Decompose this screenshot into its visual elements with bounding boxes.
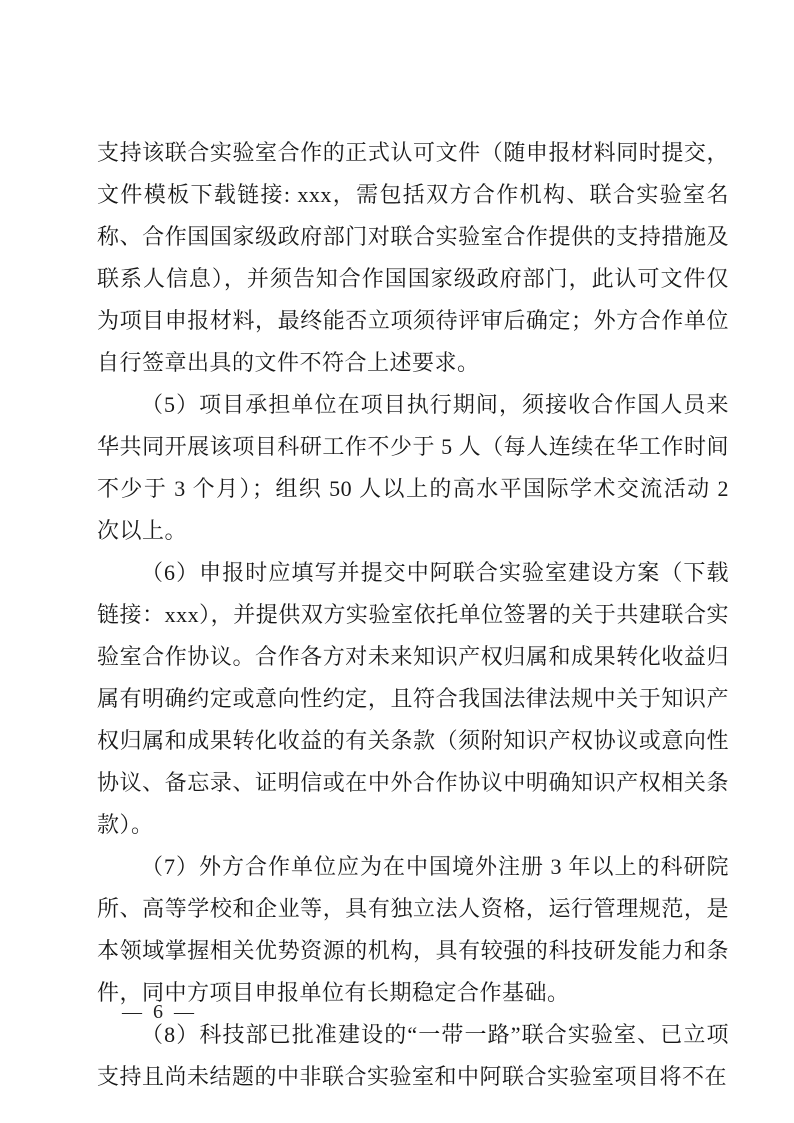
paragraph-item-6: （6）申报时应填写并提交中阿联合实验室建设方案（下载链接：xxx），并提供双方实验室依托单位签署的关于共建联合实验室合作协议。合作各方对未来知识产权归属和成果转化收益归属有明确约定或意向性约定，且符合我国法律法规中关于知识产权归属和成果转化收益的有关条款（须附知识产权协议或意向性协议、备忘录、证明信或在中外合作协议中明确知识产权相关条款）。 (97, 560, 729, 837)
paragraph-continuation: 支持该联合实验室合作的正式认可文件（随申报材料同时提交，文件模板下载链接: xxx，需包括双方合作机构、联合实验室名称、合作国国家级政府部门对联合实验室合作提供的支持措施及联系人信息），并须告知合作国国家级政府部门，此认可文件仅为项目申报材料，最终能否立项须待评审后确定；外方合作单位自行签章出具的文件不符合上述要求。 (97, 140, 729, 375)
paragraph-item-7: （7）外方合作单位应为在中国境外注册 3 年以上的科研院所、高等学校和企业等，具有独立法人资格，运行管理规范，是本领域掌握相关优势资源的机构，具有较强的科技研发能力和条件，同中方项目申报单位有长期稳定合作基础。 (97, 854, 729, 1005)
paragraph-item-5: （5）项目承担单位在项目执行期间，须接收合作国人员来华共同开展该项目科研工作不少于 5 人（每人连续在华工作时间不少于 3 个月）；组织 50 人以上的高水平国际学术交流活动 2 次以上。 (97, 392, 729, 543)
document-body (97, 132, 729, 1098)
paragraph-item-8: （8）科技部已批准建设的“一带一路”联合实验室、已立项支持且尚未结题的中非联合实验室和中阿联合实验室项目将不在 (97, 1022, 729, 1089)
page-number: — 6 — (122, 1001, 197, 1023)
